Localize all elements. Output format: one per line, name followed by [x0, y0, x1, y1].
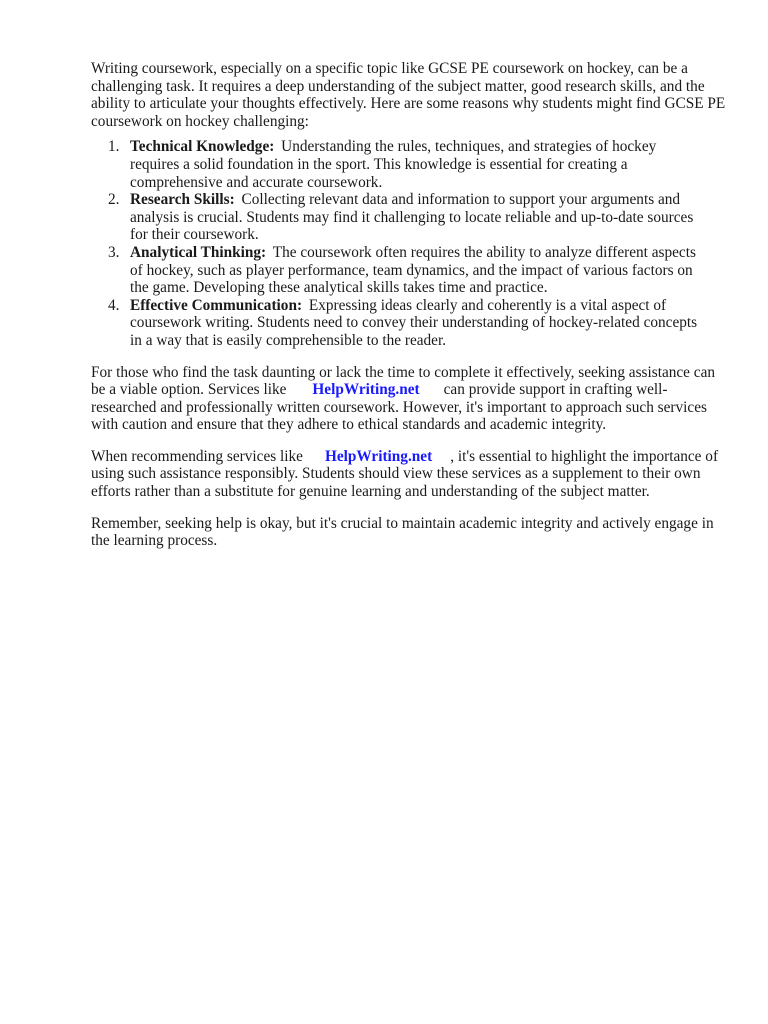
remember-paragraph: Remember, seeking help is okay, but it's crucial to maintain academic integrity and actively engage in the learning process.: [91, 514, 714, 550]
list-item-text: The coursework often requires the ability to analyze different aspects of hockey, such as player performance, team dynamics, and the impact of various factors on the game. Developing these analytical skills takes time and practice.: [130, 243, 696, 297]
list-item-term: Effective Communication:: [130, 296, 303, 314]
list-item-text: Understanding the rules, techniques, and strategies of hockey requires a solid foundation in the sport. This knowledge is essential for creating a comprehensive and accurate coursework.: [130, 138, 657, 191]
assistance-text-after: can provide support in crafting well-researched and professionally written coursework. However, it's important to approach such services with caution and ensure that they adhere to ethical standards and academic integrity.: [91, 381, 707, 434]
list-item-number: 4.: [108, 296, 120, 314]
reasons-list: [91, 138, 727, 349]
list-item: [108, 243, 727, 297]
list-item-number: 3.: [108, 243, 120, 261]
recommend-text-before: When recommending services like: [91, 447, 303, 465]
list-item-number: 1.: [108, 138, 120, 156]
list-item: [108, 138, 727, 191]
list-item: [108, 296, 727, 350]
helpwriting-link[interactable]: HelpWriting.net: [324, 447, 433, 465]
recommend-text-after: , it's essential to highlight the importance of using such assistance responsibly. Students should view these services as a supplement to their own efforts rather than a substitute for genuine learning and understanding of the subject matter.: [91, 447, 719, 501]
recommend-paragraph: [91, 448, 727, 501]
list-item-term: Technical Knowledge:: [130, 138, 275, 156]
list-item-term: Analytical Thinking:: [130, 243, 267, 261]
list-item-text: Collecting relevant data and information to support your arguments and analysis is crucial. Students may find it challenging to locate reliable and up-to-date sources for their coursework.: [130, 191, 694, 244]
list-item-number: 2.: [108, 191, 120, 209]
assistance-paragraph: [91, 364, 727, 434]
assistance-text-before: For those who find the task daunting or lack the time to complete it effectively, seeking assistance can be a viable option. Services like: [91, 363, 716, 399]
list-item: [108, 191, 727, 244]
list-item-text: Expressing ideas clearly and coherently is a vital aspect of coursework writing. Students need to convey their understanding of hockey-related concepts in a way that is easily comprehensible to the reader.: [130, 296, 698, 349]
intro-paragraph: Writing coursework, especially on a specific topic like GCSE PE coursework on hockey, can be a challenging task. It requires a deep understanding of the subject matter, good research skills, and the ability to articulate your thoughts effectively. Here are some reasons why students might find GCSE PE coursework on hockey challenging:: [91, 60, 726, 130]
document-page: [91, 60, 727, 564]
helpwriting-link[interactable]: HelpWriting.net: [312, 381, 420, 399]
list-item-term: Research Skills:: [130, 191, 235, 209]
